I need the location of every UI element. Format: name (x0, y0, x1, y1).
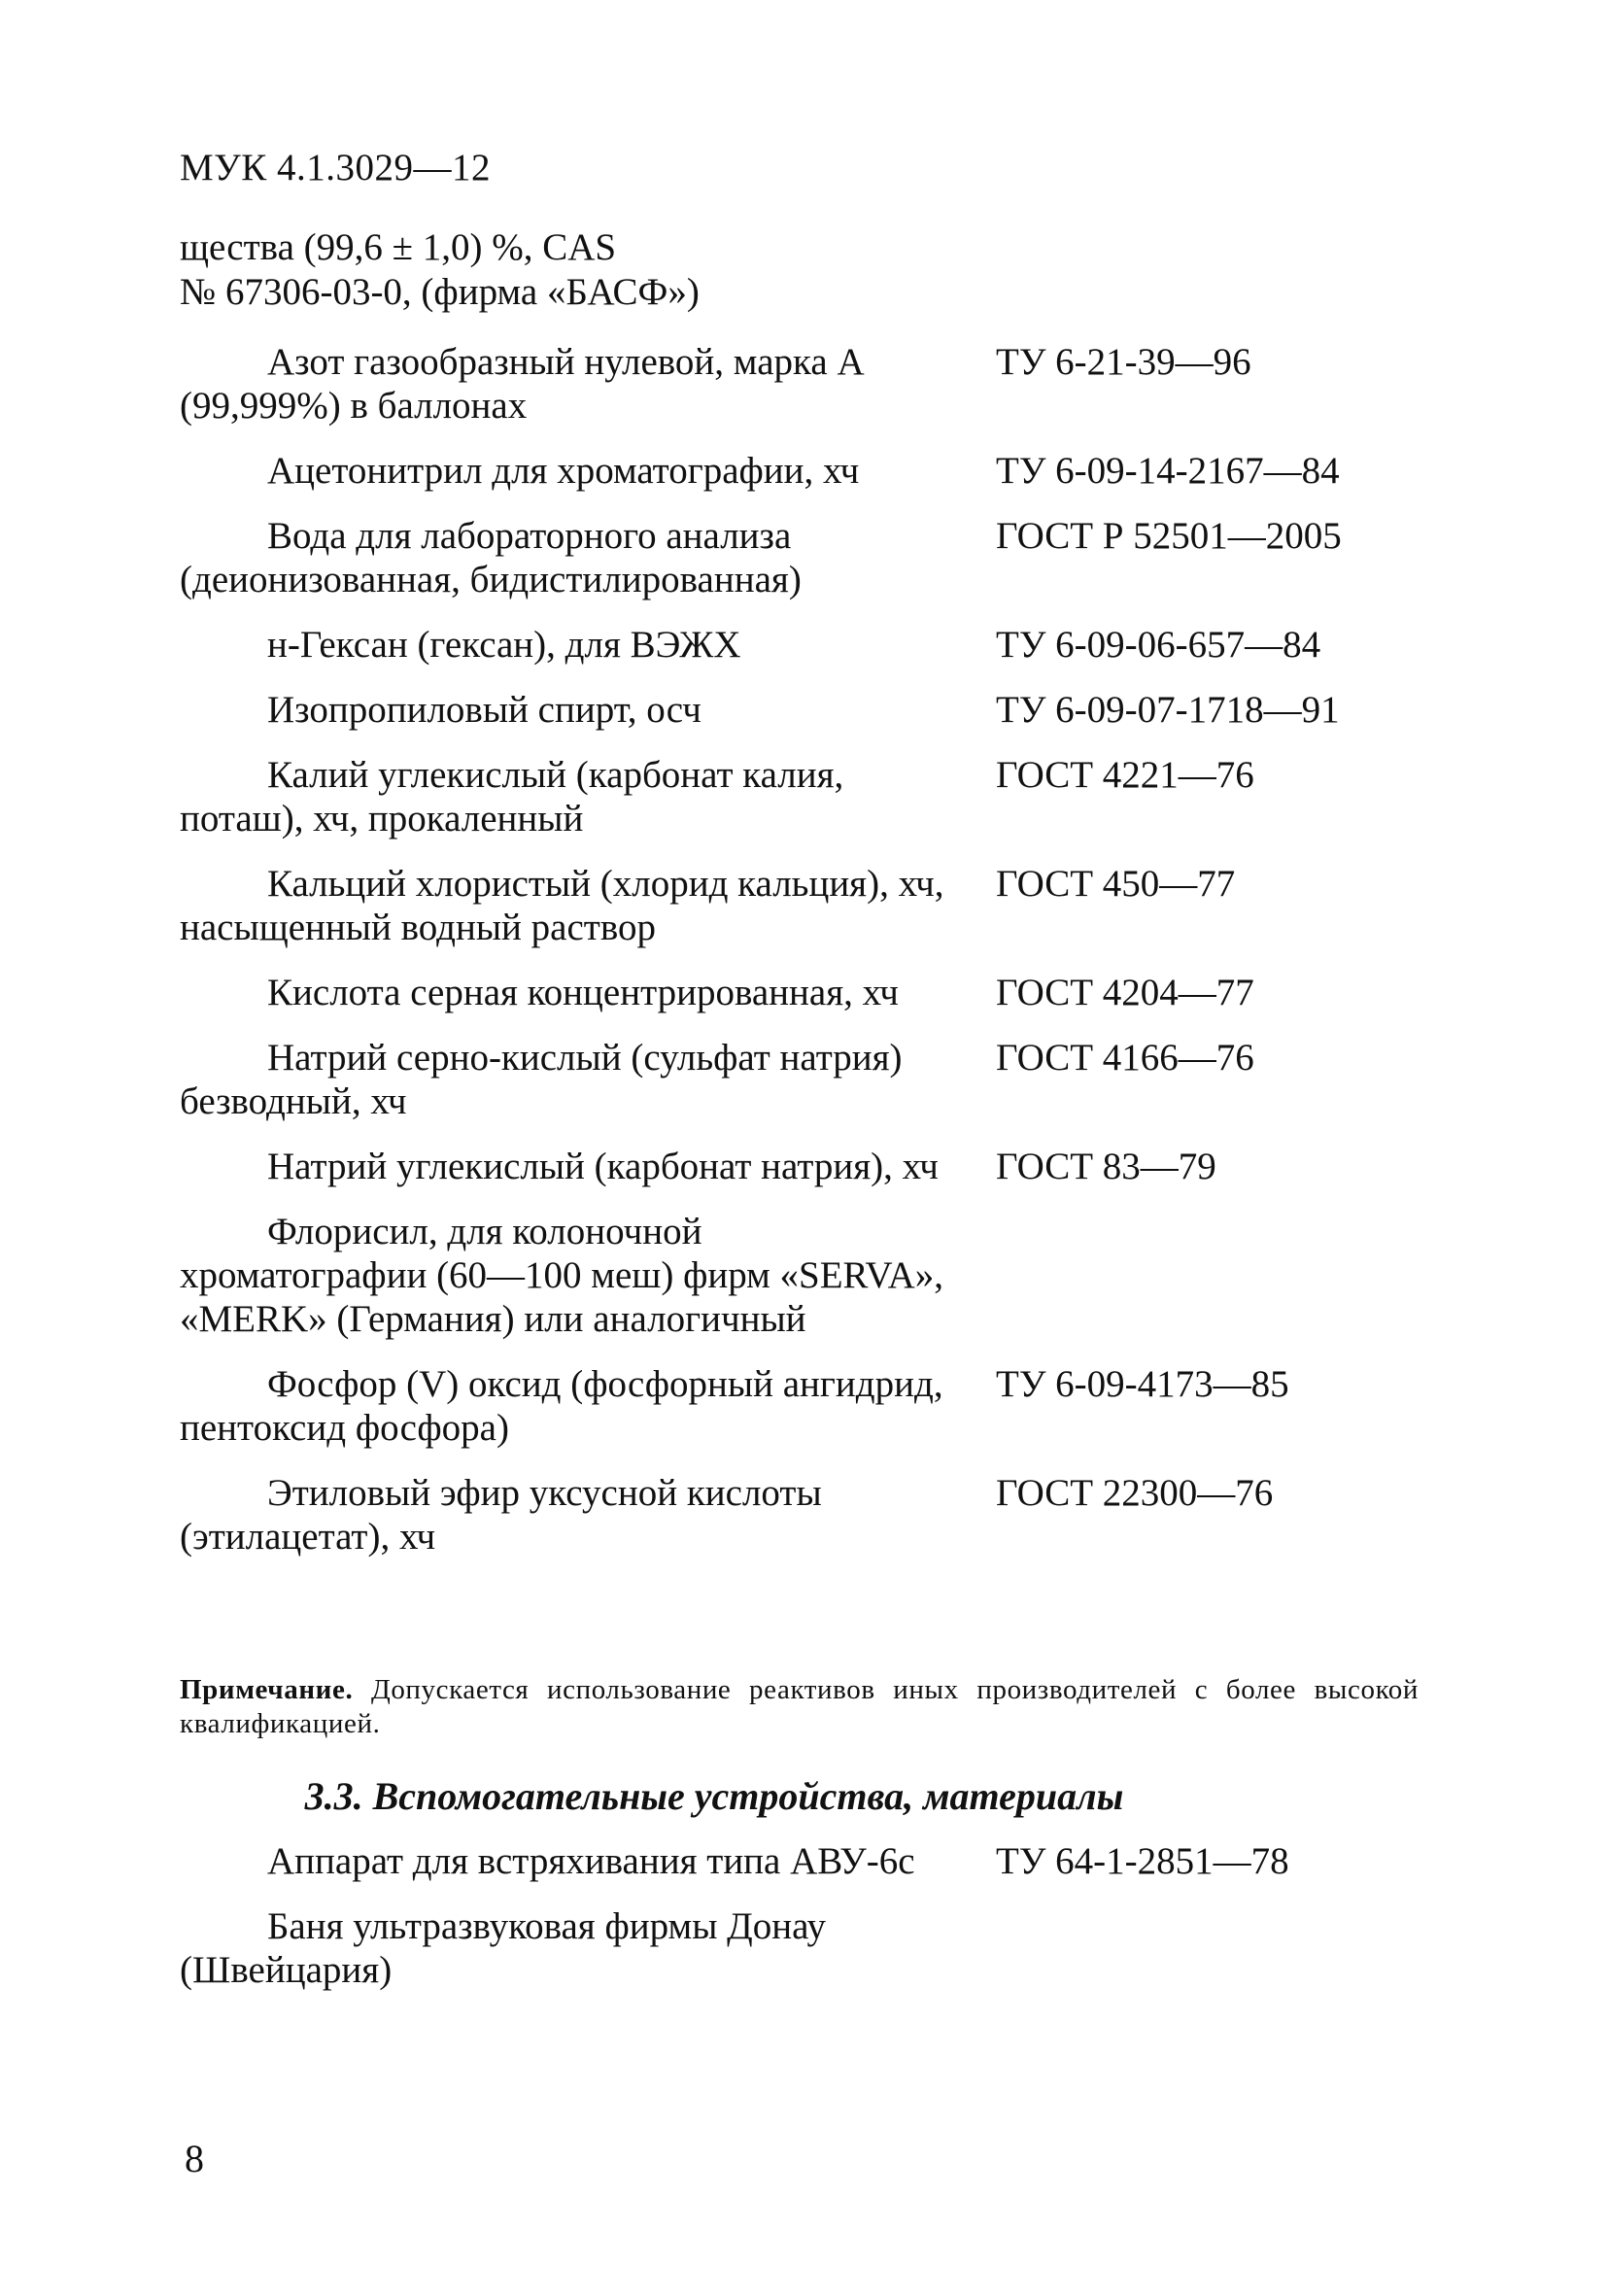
reagent-standard: ТУ 6-09-06-657—84 (996, 624, 1321, 666)
reagent-entry (180, 688, 1404, 732)
device-name: Баня ультразвуковая фирмы Донау (Швейцария) (180, 1905, 826, 1991)
reagent-name: Ацетонитрил для хроматографии, хч (267, 450, 860, 492)
reagent-name: н-Гексан (гексан), для ВЭЖХ (267, 624, 741, 666)
reagent-name: Азот газообразный нулевой, марка А (99,999%) в баллонах (180, 341, 865, 427)
intro-line-1: щества (99,6 ± 1,0) %, CAS (180, 226, 617, 268)
reagent-entry (180, 449, 1404, 493)
reagent-entry (180, 514, 1404, 601)
reagent-entry (180, 753, 1404, 840)
reagent-name: Изопропиловый спирт, осч (267, 689, 701, 731)
reagent-standard: ТУ 6-09-14-2167—84 (996, 450, 1340, 492)
document-header: МУК 4.1.3029—12 (180, 147, 492, 188)
reagent-standard: ТУ 6-21-39—96 (996, 341, 1251, 383)
reagent-name: Кальций хлористый (хлорид кальция), хч, насыщенный водный раствор (180, 863, 944, 948)
reagent-name: Калий углекислый (карбонат калия, поташ), хч, прокаленный (180, 754, 844, 840)
note-text: Допускается использование реактивов иных производителей с более высокой квалификацией. (180, 1674, 1419, 1739)
section-title: 3.3. Вспомогательные устройства, материалы (304, 1774, 1124, 1818)
reagent-entry (180, 862, 1404, 949)
intro-line-2: № 67306-03-0, (фирма «БАСФ») (180, 271, 700, 313)
device-name: Аппарат для встряхивания типа АВУ-6с (267, 1840, 915, 1882)
reagent-entry (180, 1362, 1404, 1450)
reagent-list (180, 340, 1404, 1559)
reagent-standard: ГОСТ 4166—76 (996, 1037, 1254, 1079)
note-label: Примечание. (180, 1674, 354, 1705)
device-entry (180, 1839, 1404, 1883)
reagent-standard: ГОСТ 4204—77 (996, 972, 1254, 1013)
reagent-standard: ТУ 6-09-07-1718—91 (996, 689, 1340, 731)
reagent-entry (180, 1036, 1404, 1123)
intro-text (180, 225, 957, 315)
reagent-standard: ГОСТ 22300—76 (996, 1472, 1274, 1514)
device-standard: ТУ 64-1-2851—78 (996, 1840, 1289, 1882)
reagent-entry (180, 340, 1404, 428)
reagent-entry (180, 1210, 1404, 1341)
reagent-name: Натрий серно-кислый (сульфат натрия) безводный, хч (180, 1037, 903, 1122)
reagent-standard: ГОСТ 450—77 (996, 863, 1236, 905)
note-paragraph (180, 1673, 1419, 1741)
device-list (180, 1839, 1404, 1992)
reagent-entry (180, 971, 1404, 1014)
reagent-standard: ГОСТ 83—79 (996, 1146, 1216, 1187)
reagent-name: Фосфор (V) оксид (фосфорный ангидрид, пентоксид фосфора) (180, 1363, 943, 1449)
reagent-entry (180, 1471, 1404, 1559)
reagent-standard: ГОСТ 4221—76 (996, 754, 1254, 796)
reagent-name: Флорисил, для колоночной хроматографии (60—100 меш) фирм «SERVA», «MERK» (Германия) или аналогичный (180, 1211, 943, 1340)
page-number: 8 (185, 2137, 204, 2180)
reagent-name: Кислота серная концентрированная, хч (267, 972, 899, 1013)
reagent-name: Вода для лабораторного анализа (деионизованная, бидистилированная) (180, 515, 802, 600)
reagent-entry (180, 1145, 1404, 1188)
reagent-name: Натрий углекислый (карбонат натрия), хч (267, 1146, 939, 1187)
device-entry (180, 1904, 1404, 1992)
reagent-standard: ГОСТ Р 52501—2005 (996, 515, 1342, 557)
reagent-name: Этиловый эфир уксусной кислоты (этилацетат), хч (180, 1472, 822, 1558)
reagent-entry (180, 623, 1404, 667)
reagent-standard: ТУ 6-09-4173—85 (996, 1363, 1289, 1405)
